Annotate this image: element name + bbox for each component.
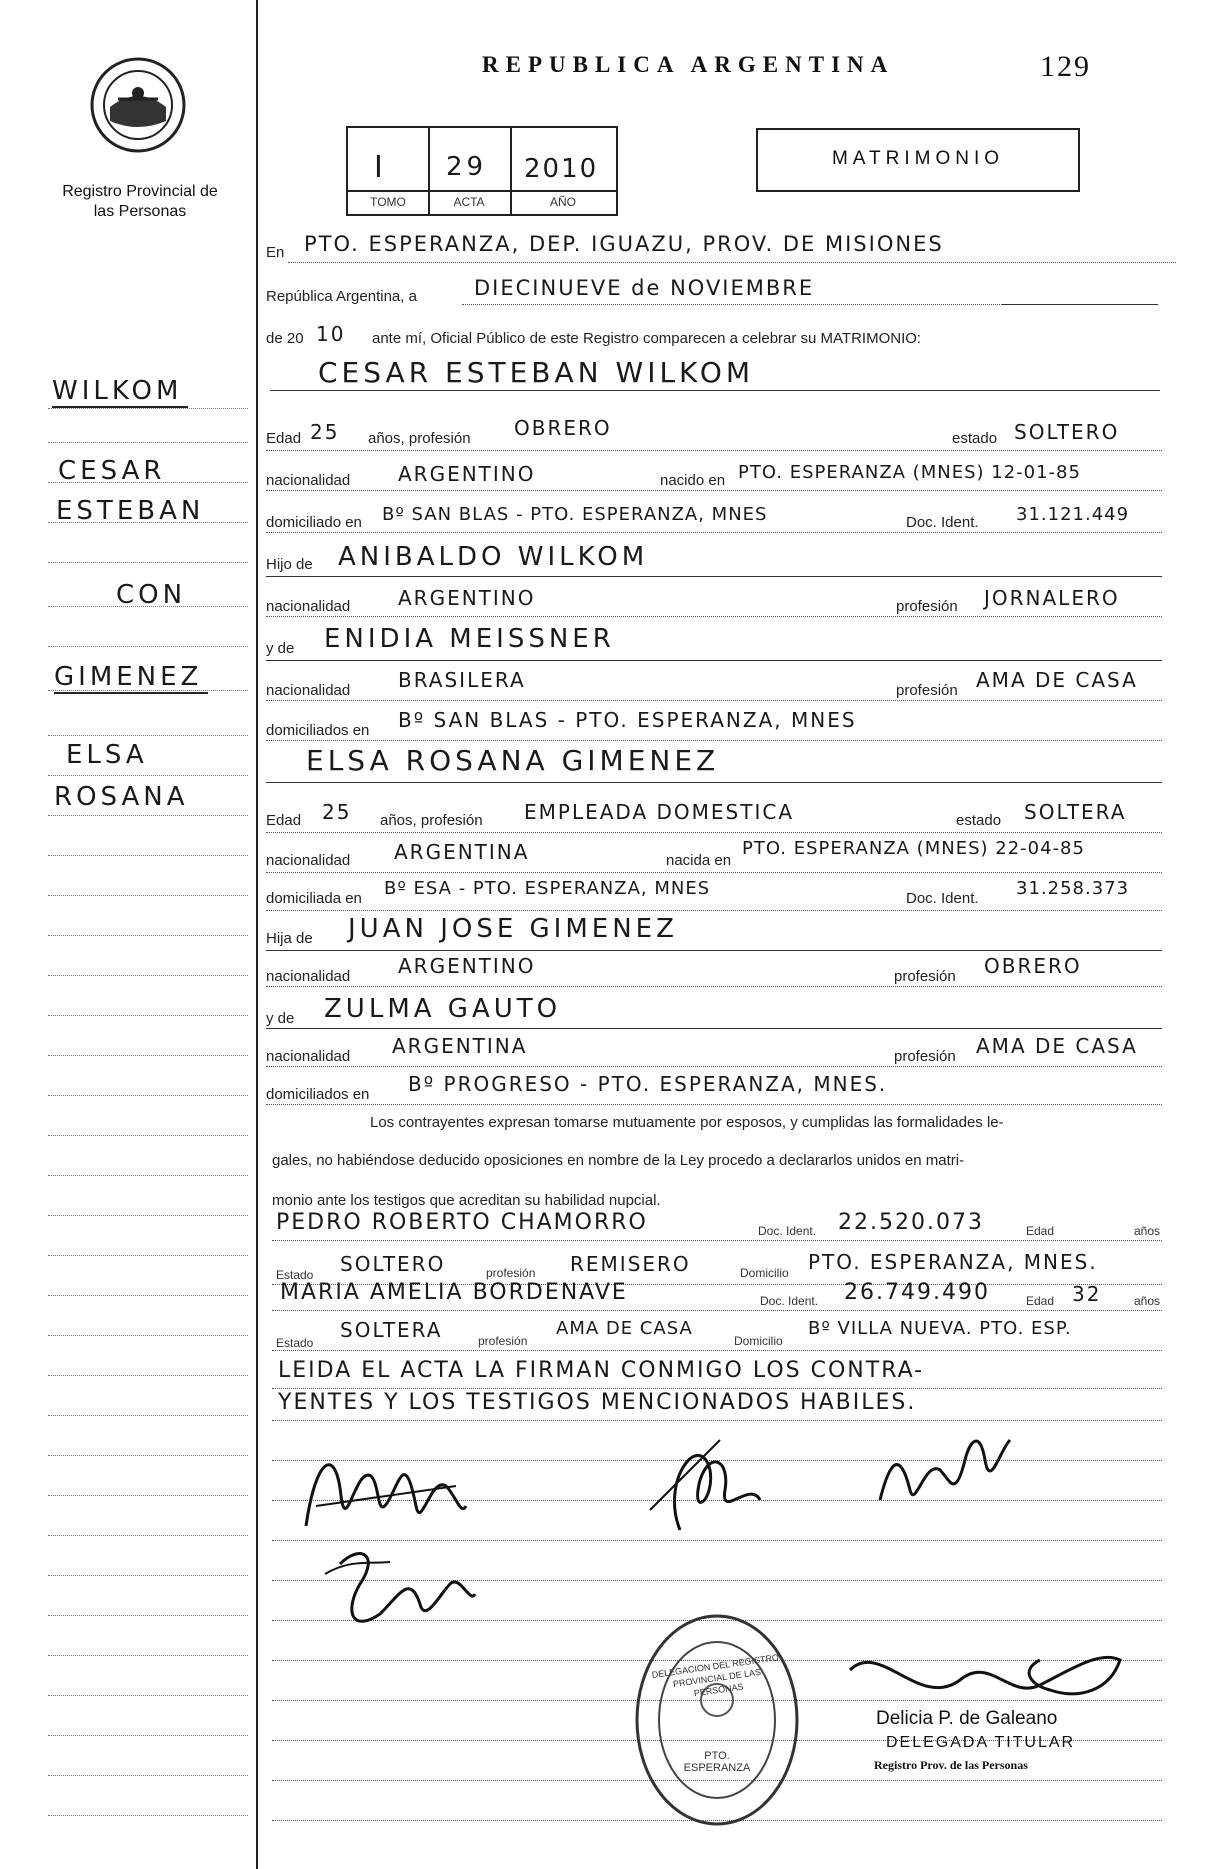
margin-separator	[256, 0, 258, 1869]
witness1-estado: SOLTERO	[340, 1252, 446, 1276]
bride-nac-label: nacionalidad	[266, 852, 351, 869]
bride-dom-label: domiciliada en	[266, 890, 362, 907]
bride-mother-prof: AMA DE CASA	[976, 1034, 1138, 1058]
stamp-round-text: DELEGACION DEL REGISTRO PROVINCIAL DE LAS PERSONAS	[651, 1652, 780, 1699]
provincial-seal	[88, 55, 188, 155]
margin-name-bride-2: ROSANA	[54, 782, 189, 812]
groom-mother-nac: BRASILERA	[398, 668, 526, 692]
closing-line-2: YENTES Y LOS TESTIGOS MENCIONADOS HABILES.	[278, 1390, 917, 1415]
official-stamp	[632, 1610, 802, 1830]
witness2-estado: SOLTERA	[340, 1318, 443, 1342]
witness1-prof-label: profesión	[486, 1266, 536, 1280]
stamp-inner-text: PTO. ESPERANZA	[683, 1750, 751, 1774]
folio-number: 129	[1040, 50, 1091, 83]
margin-name-groom-2: ESTEBAN	[56, 496, 205, 526]
signature-witness2	[870, 1420, 1020, 1520]
signature-groom	[296, 1436, 476, 1546]
marriage-place: PTO. ESPERANZA, DEP. IGUAZU, PROV. DE MISIONES	[304, 232, 944, 256]
groom-father: ANIBALDO WILKOM	[338, 542, 649, 572]
tomo-value: I	[374, 150, 387, 185]
bride-father-nac-label: nacionalidad	[266, 968, 351, 985]
witness2-prof-label: profesión	[478, 1334, 528, 1348]
closing-line-1: LEIDA EL ACTA LA FIRMAN CONMIGO LOS CONTRA-	[278, 1358, 925, 1383]
witness2-anos-label: años	[1134, 1294, 1161, 1308]
record-type-box	[756, 128, 1080, 192]
declaration-line-3: monio ante los testigos que acreditan su habilidad nupcial.	[272, 1192, 661, 1209]
witness2-profesion: AMA DE CASA	[556, 1318, 693, 1339]
bride-yde-label: y de	[266, 1010, 295, 1027]
witness2-domicilio: Bº VILLA NUEVA. PTO. ESP.	[808, 1318, 1072, 1339]
groom-father-nac: ARGENTINO	[398, 586, 536, 610]
bride-father-prof-label: profesión	[894, 968, 956, 985]
bride-estado: SOLTERA	[1024, 800, 1127, 824]
groom-father-prof: JORNALERO	[984, 586, 1120, 610]
registry-name: Registro Provincial de las Personas	[62, 183, 218, 220]
bride-profesion: EMPLEADA DOMESTICA	[524, 800, 794, 824]
ante-text: ante mí, Oficial Público de este Registro comparecen a celebrar su MATRIMONIO:	[372, 330, 922, 347]
bride-mother: ZULMA GAUTO	[324, 994, 562, 1024]
signature-officer	[840, 1630, 1130, 1720]
groom-mother-prof: AMA DE CASA	[976, 668, 1138, 692]
groom-yde-label: y de	[266, 640, 295, 657]
witness2-dom-label: Domicilio	[734, 1334, 783, 1348]
groom-mother-prof-label: profesión	[896, 682, 958, 699]
witness1-dom-label: Domicilio	[740, 1266, 789, 1280]
witness2-doc-label: Doc. Ident.	[760, 1294, 819, 1308]
groom-prof-label: años, profesión	[368, 430, 471, 447]
margin-con: CON	[116, 580, 187, 610]
groom-edad-label: Edad	[266, 430, 302, 447]
witness2-edad-label: Edad	[1026, 1294, 1055, 1308]
record-type-label: MATRIMONIO	[831, 148, 1005, 169]
bride-edad-label: Edad	[266, 812, 302, 829]
bride-parents-dom-label: domiciliados en	[266, 1086, 370, 1103]
record-box	[346, 126, 618, 216]
witness1-profesion: REMISERO	[570, 1252, 691, 1276]
marriage-date-words: DIECINUEVE de NOVIEMBRE	[474, 276, 815, 300]
bride-father: JUAN JOSE GIMENEZ	[348, 914, 678, 944]
declaration-line-2: gales, no habiéndose deducido oposiciones en nombre de la Ley procedo a declararlos unidos en matri-	[272, 1152, 965, 1169]
groom-mother: ENIDIA MEISSNER	[324, 624, 615, 654]
year-prefix-label: de 20	[266, 330, 304, 347]
groom-parents-dom: Bº SAN BLAS - PTO. ESPERANZA, MNES	[398, 708, 857, 732]
witness1-estado-label: Estado	[276, 1268, 314, 1282]
groom-mother-nac-label: nacionalidad	[266, 682, 351, 699]
bride-nacida-label: nacida en	[666, 852, 732, 869]
groom-profesion: OBRERO	[514, 416, 612, 440]
groom-dom-label: domiciliado en	[266, 514, 362, 531]
groom-domicilio: Bº SAN BLAS - PTO. ESPERANZA, MNES	[382, 504, 768, 525]
tomo-label: TOMO	[348, 190, 428, 209]
bride-mother-prof-label: profesión	[894, 1048, 956, 1065]
officer-name: Delicia P. de Galeano	[876, 1708, 1058, 1729]
year-suffix: 10	[316, 322, 346, 346]
signature-bride	[320, 1534, 490, 1644]
bride-mother-nac-label: nacionalidad	[266, 1048, 351, 1065]
groom-nac-label: nacionalidad	[266, 472, 351, 489]
groom-doc-label: Doc. Ident.	[906, 514, 979, 531]
bride-edad: 25	[322, 800, 352, 824]
margin-surname-bride: GIMENEZ	[54, 662, 208, 694]
margin-name-bride-1: ELSA	[66, 740, 148, 770]
signature-witness1	[640, 1420, 770, 1540]
declaration-line-1: Los contrayentes expresan tomarse mutuamente por esposos, y cumplidas las formalidades le-	[370, 1114, 1004, 1131]
groom-father-nac-label: nacionalidad	[266, 598, 351, 615]
acta-label: ACTA	[428, 190, 510, 209]
groom-estado-label: estado	[952, 430, 998, 447]
witness1-doc-label: Doc. Ident.	[758, 1224, 817, 1238]
groom-edad: 25	[310, 420, 340, 444]
bride-doc: 31.258.373	[1016, 878, 1130, 899]
bride-hija-label: Hija de	[266, 930, 313, 947]
groom-father-prof-label: profesión	[896, 598, 958, 615]
bride-estado-label: estado	[956, 812, 1002, 829]
bride-domicilio: Bº ESA - PTO. ESPERANZA, MNES	[384, 878, 711, 899]
groom-name: CESAR ESTEBAN WILKOM	[318, 356, 755, 389]
bride-prof-label: años, profesión	[380, 812, 483, 829]
anio-label: AÑO	[510, 190, 616, 209]
bride-nacionalidad: ARGENTINA	[394, 840, 530, 864]
witness2-edad: 32	[1072, 1282, 1102, 1306]
groom-doc: 31.121.449	[1016, 504, 1130, 525]
bride-father-nac: ARGENTINO	[398, 954, 536, 978]
bride-parents-dom: Bº PROGRESO - PTO. ESPERANZA, MNES.	[408, 1072, 888, 1096]
groom-hijo-label: Hijo de	[266, 556, 313, 573]
groom-estado: SOLTERO	[1014, 420, 1120, 444]
groom-nacido: PTO. ESPERANZA (MNES) 12-01-85	[738, 462, 1081, 483]
witness1-anos-label: años	[1134, 1224, 1161, 1238]
bride-doc-label: Doc. Ident.	[906, 890, 979, 907]
witness2-name: MARIA AMELIA BORDENAVE	[280, 1280, 628, 1305]
witness1-name: PEDRO ROBERTO CHAMORRO	[276, 1210, 648, 1235]
witness2-estado-label: Estado	[276, 1336, 314, 1350]
groom-nacionalidad: ARGENTINO	[398, 462, 536, 486]
groom-parents-dom-label: domiciliados en	[266, 722, 370, 739]
witness1-doc: 22.520.073	[838, 1210, 984, 1235]
acta-value: 29	[446, 152, 488, 182]
en-label: En	[266, 244, 285, 261]
witness1-edad-label: Edad	[1026, 1224, 1055, 1238]
witness1-domicilio: PTO. ESPERANZA, MNES.	[808, 1250, 1098, 1274]
bride-father-prof: OBRERO	[984, 954, 1082, 978]
groom-nacido-label: nacido en	[660, 472, 726, 489]
country-heading: REPUBLICA ARGENTINA	[482, 52, 895, 77]
bride-nacida: PTO. ESPERANZA (MNES) 22-04-85	[742, 838, 1085, 859]
anio-value: 2010	[524, 154, 599, 184]
witness2-doc: 26.749.490	[844, 1280, 990, 1305]
bride-mother-nac: ARGENTINA	[392, 1034, 528, 1058]
margin-surname-groom: WILKOM	[52, 376, 188, 408]
officer-org: Registro Prov. de las Personas	[874, 1758, 1028, 1772]
bride-name: ELSA ROSANA GIMENEZ	[306, 744, 720, 777]
margin-name-groom-1: CESAR	[58, 456, 166, 486]
officer-title: DELEGADA TITULAR	[886, 1734, 1076, 1751]
republica-label: República Argentina, a	[266, 288, 417, 305]
